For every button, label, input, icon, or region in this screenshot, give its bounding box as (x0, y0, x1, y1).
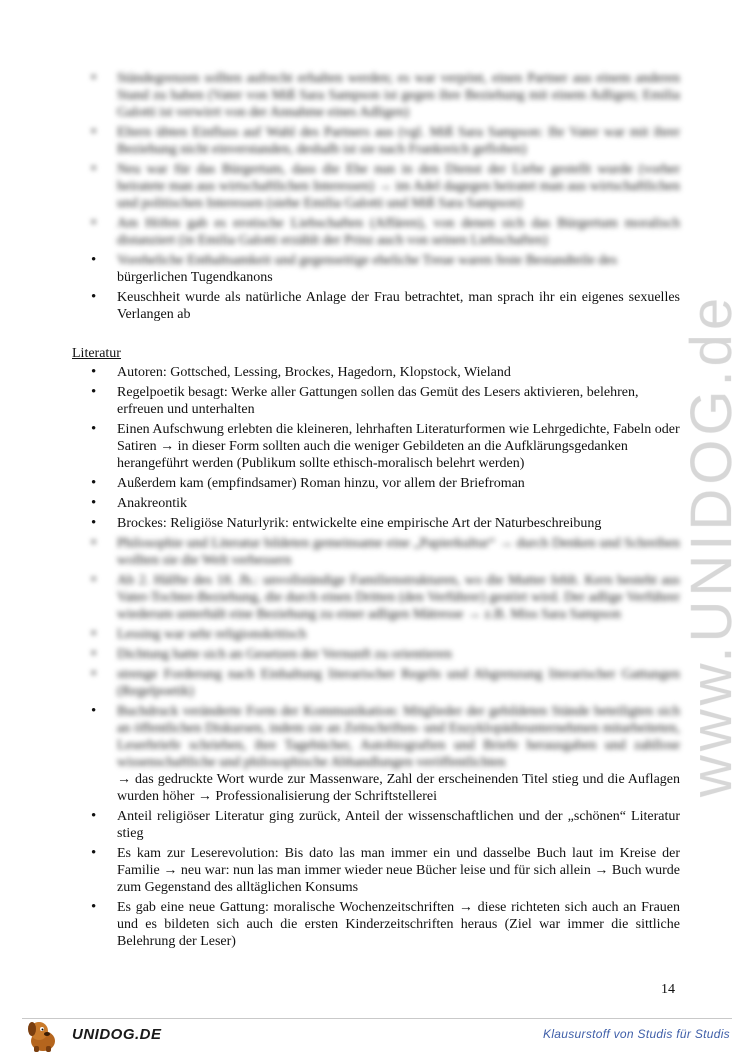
watermark-text: www.UNIDOG.de (679, 293, 745, 797)
section1-list (72, 70, 680, 323)
list-item: • Am Höfen gab es erotische Liebschaften (Affären), von denen sich das Bürgertum moralisch distanziert (in Emilia Galotti erzählt der Prinz auch von seinen Liebschaften) (72, 215, 680, 249)
footer-logo[interactable] (22, 1016, 182, 1056)
list-item: • Dichtung hatte sich an Gesetzen der Vernunft zu orientieren (72, 646, 680, 663)
list-item: • Lessing war sehr religionskritisch (72, 626, 680, 643)
list-item: • Ab 2. Hälfte des 18. Jh.: unvollständige Familienstrukturen, wo die Mutter fehlt. Kern besteht aus Vater-Tochter-Beziehung, die durch einen Dritten (den Verführer) gestört wird. Der adlige Verführer wiederum unterhält eine Beziehung zu einer adligen Mätresse → z.B. Miss Sara Sampson (72, 572, 680, 623)
list-item-clear-part: bürgerlichen Tugendkanons (117, 270, 273, 285)
list-item: • Anteil religiöser Literatur ging zurück, Anteil der wissenschaftlichen und der „schönen“ Literatur stieg (72, 808, 680, 842)
footer-logo-text: UNIDOG.DE (72, 1026, 162, 1043)
dog-mascot-icon (22, 1016, 62, 1056)
list-item: • Ständegrenzen sollten aufrecht erhalten werden; es war verpönt, einen Partner aus einem anderen Stand zu haben (Vater von Miß Sara Sampson ist gegen ihre Beziehung mit einem Adligen; Emilia Galotti ist verwirrt von der Annahme eines Adligen) (72, 70, 680, 121)
list-item: • Einen Aufschwung erlebten die kleineren, lehrhaften Literaturformen wie Lehrgedichte, Fabeln oder Satiren → in dieser Form sollten auch die weniger Gebildeten an die Aufklärungsgedanken herangeführt werden (Publikum sollte ethisch-moralisch belehrt werden) (72, 421, 680, 472)
list-item: • Es gab eine neue Gattung: moralische Wochenzeitschriften → diese richteten sich auch an Frauen und es bildeten sich auch die ersten Kinderzeitschriften heraus (Ziel war immer die sittliche Belehrung der Leser) (72, 899, 680, 950)
list-item (72, 252, 680, 286)
list-item: • Brockes: Religiöse Naturlyrik: entwickelte eine empirische Art der Naturbeschreibung (72, 515, 680, 532)
list-item-blurred-part: • Buchdruck veränderte Form der Kommunikation: Mitglieder der gebildeten Stände beteiligten sich an öffentlichen Diskursen, indem sie an Zeitschriften- und Enzyklopädieunternehmen mitarbeiteten, Leserbriefe schrieben, ihre Tagebücher, Autobiografien und Briefe herausgaben und zahllose wissenschaftliche und philosophische Abhandlungen veröffentlichten (117, 704, 680, 770)
list-item (72, 703, 680, 805)
list-item: • Eltern übten Einfluss auf Wahl des Partners aus (vgl. Miß Sara Sampson: Ihr Vater war mit ihrer Beziehung nicht einverstanden, deshalb ist sie nach Frankreich geflohen) (72, 124, 680, 158)
section-heading-literatur: Literatur (72, 346, 121, 361)
list-item: • Keuschheit wurde als natürliche Anlage der Frau betrachtet, man sprach ihr ein eigenes sexuelles Verlangen ab (72, 289, 680, 323)
page-number: 14 (661, 982, 675, 997)
list-item: • Anakreontik (72, 495, 680, 512)
list-item: • Regelpoetik besagt: Werke aller Gattungen sollen das Gemüt des Lesers aktivieren, belehren, erfreuen und unterhalten (72, 384, 680, 418)
list-item-clear-part: → das gedruckte Wort wurde zur Massenware, Zahl der erscheinenden Titel stieg und die Auflagen wurden höher → Professionalisierung der Schriftstellerei (117, 772, 680, 804)
section2-list (72, 364, 680, 532)
footer-tagline: Klausurstoff von Studis für Studis (543, 1027, 730, 1041)
list-item: • Autoren: Gottsched, Lessing, Brockes, Hagedorn, Klopstock, Wieland (72, 364, 680, 381)
section2-blurred-list (72, 535, 680, 950)
list-item: • Philosophie und Literatur bildeten gemeinsame eine „Papierkultur“ → durch Denken und Schreiben wollten sie die Welt verbessern (72, 535, 680, 569)
content-column (72, 70, 680, 953)
list-item: • strenge Forderung nach Einhaltung literarischer Regeln und Abgrenzung literarischer Gattungen (Regelpoetik) (72, 666, 680, 700)
list-item: • Außerdem kam (empfindsamer) Roman hinzu, vor allem der Briefroman (72, 475, 680, 492)
list-item-blurred-part: Voreheliche Enthaltsamkeit und gegenseitige eheliche Treue waren feste Bestandteile des (117, 253, 618, 268)
list-item: • Neu war für das Bürgertum, dass die Ehe nun in den Dienst der Liebe gestellt wurde (vorher heiratete man aus wirtschaftlichen Interessen) → im Adel dagegen heiratet man aus wirtschaftlichen und politischen Interessen (siehe Emilia Galotti und Miß Sara Sampson) (72, 161, 680, 212)
list-item: • Es kam zur Leserevolution: Bis dato las man immer ein und dasselbe Buch laut im Kreise der Familie → neu war: nun las man immer wieder neue Bücher leise und für sich allein → Buch wurde zum Gegenstand des alltäglichen Konsums (72, 845, 680, 896)
